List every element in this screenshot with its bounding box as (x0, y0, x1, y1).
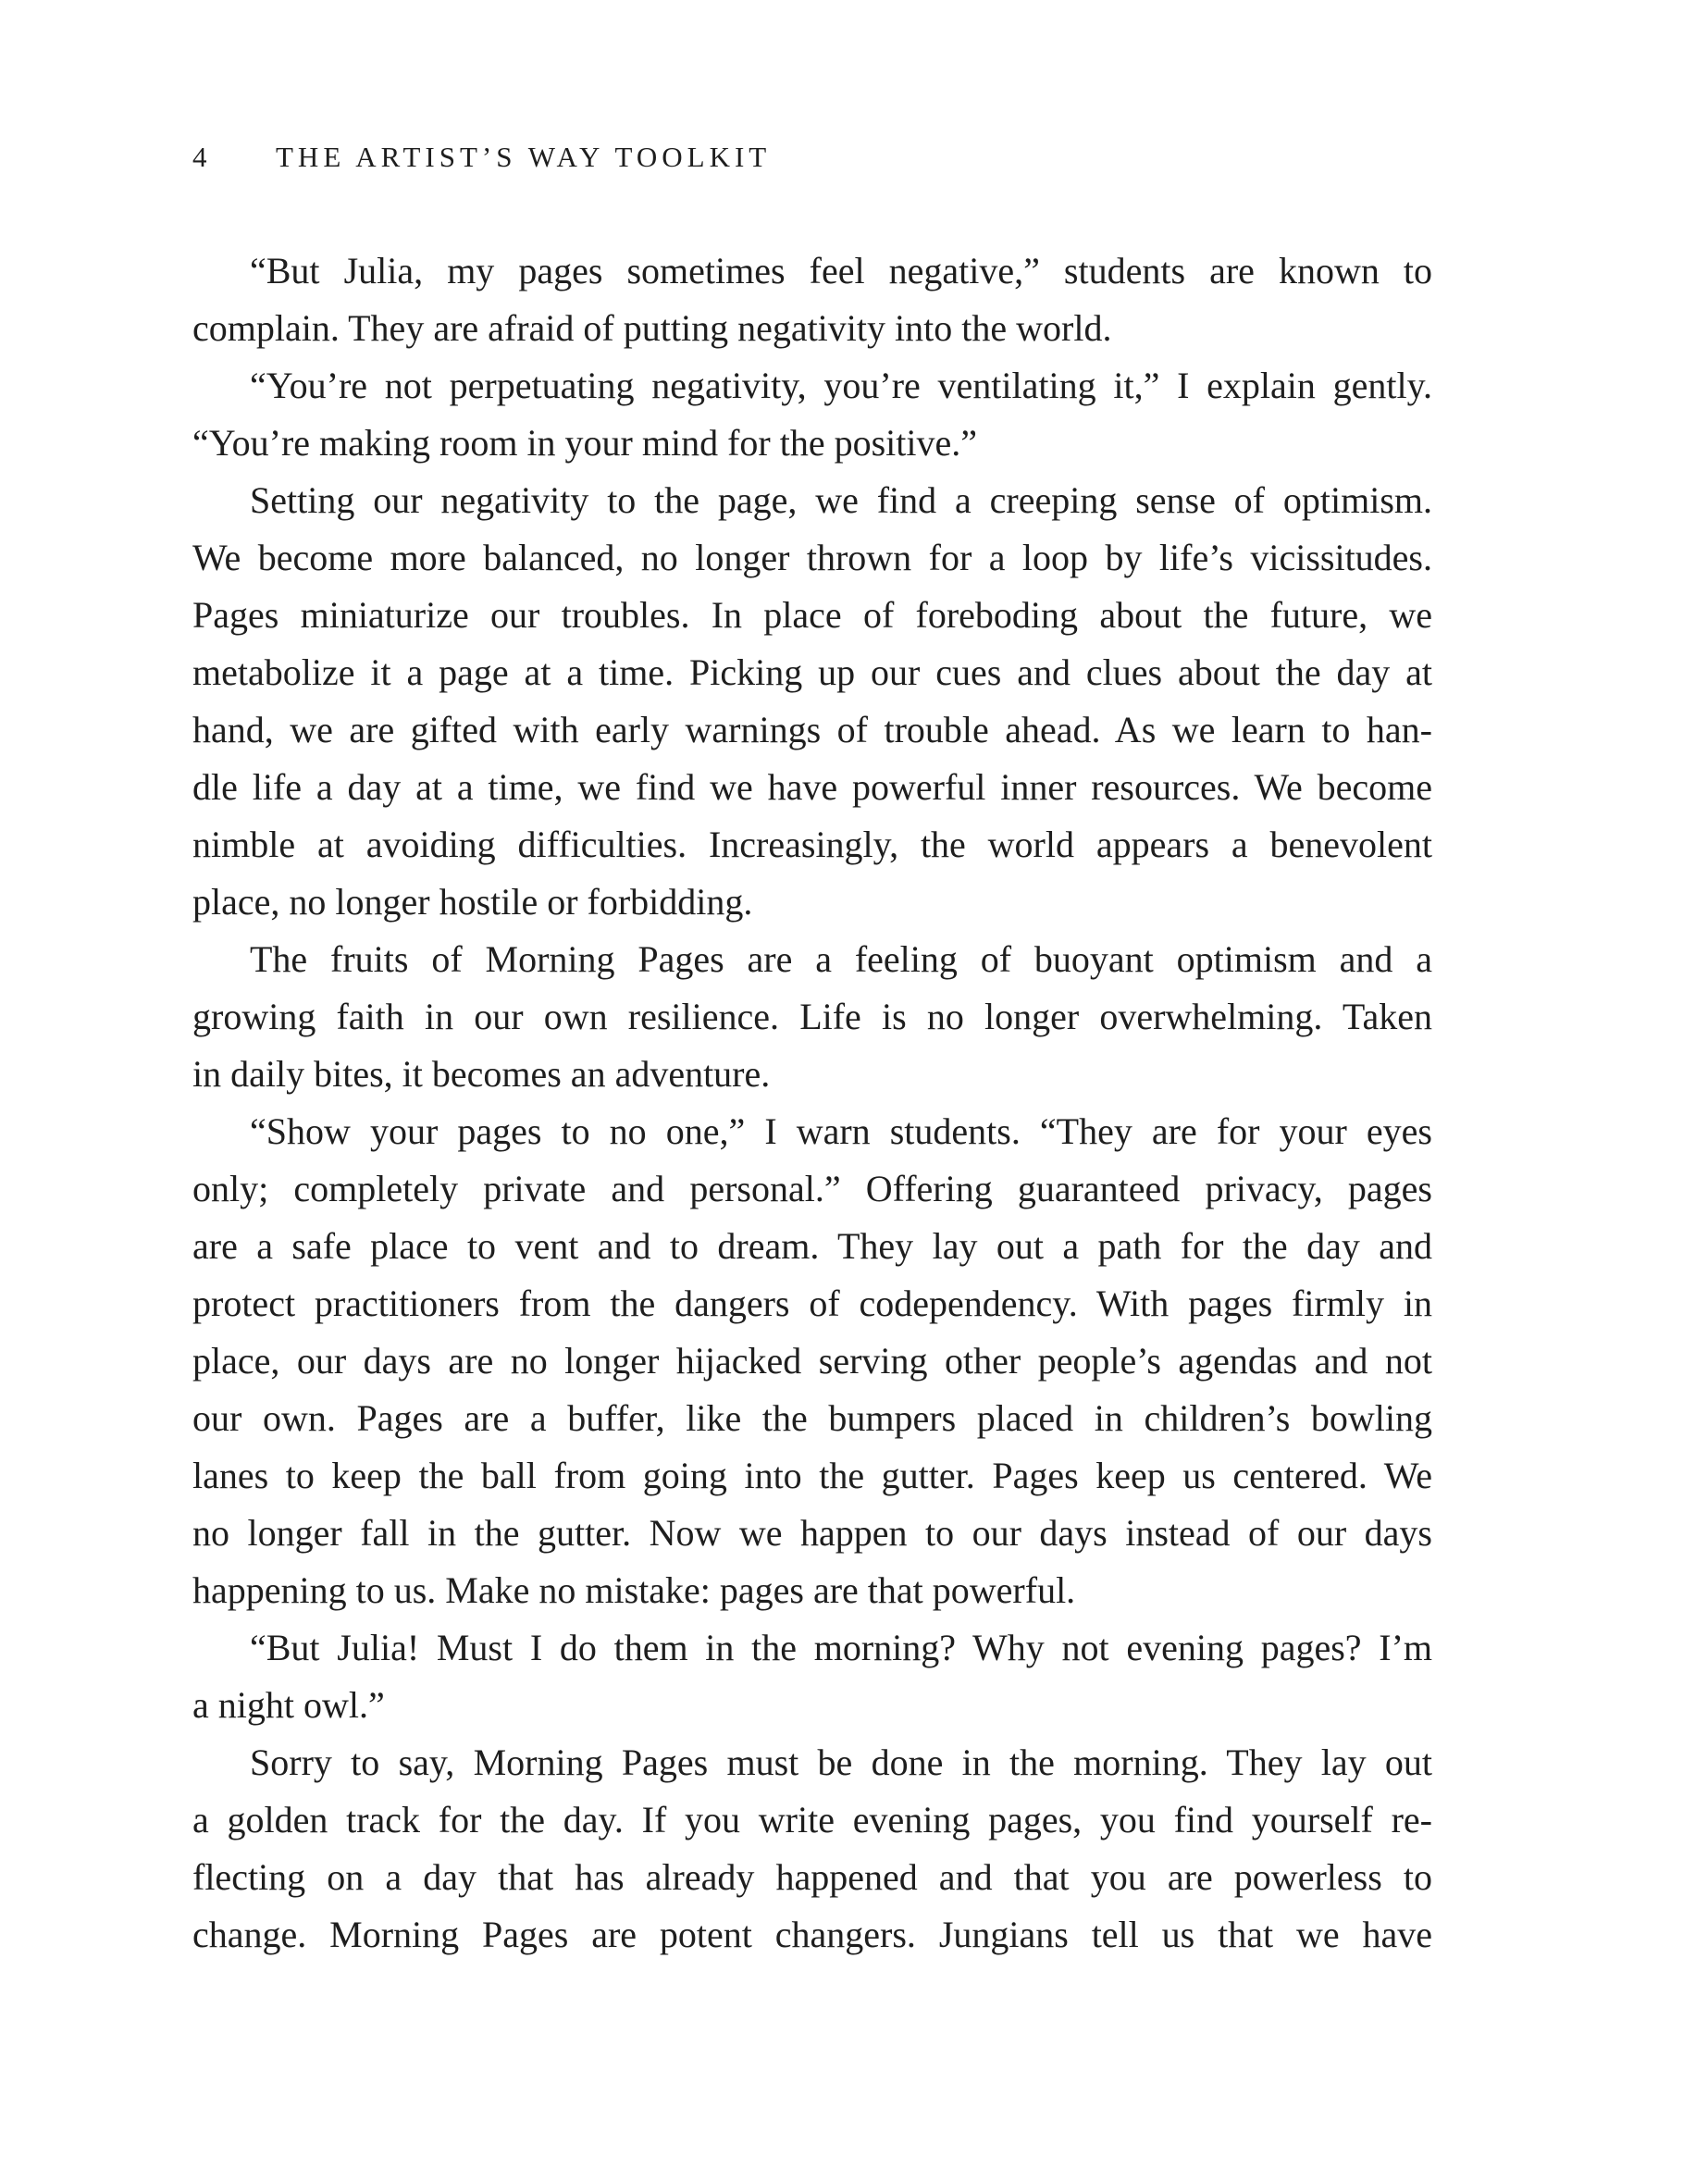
text-line: our own. Pages are a buffer, like the bumpers placed in children’s bowling (192, 1397, 1432, 1439)
text-line: protect practitioners from the dangers of codependency. With pages firmly in (192, 1283, 1432, 1324)
text-line: metabolize it a page at a time. Picking up our cues and clues about the day at (192, 651, 1432, 693)
running-header (192, 139, 771, 176)
text-line: The fruits of Morning Pages are a feeling of buoyant optimism and a (250, 938, 1432, 980)
text-line: flecting on a day that has already happened and that you are powerless to (192, 1856, 1432, 1898)
text-line: “Show your pages to no one,” I warn students. “They are for your eyes (250, 1110, 1432, 1152)
text-line: dle life a day at a time, we find we have powerful inner resources. We become (192, 766, 1432, 808)
page-number: 4 (192, 141, 212, 173)
text-line: place, no longer hostile or forbidding. (192, 881, 753, 923)
text-line: only; completely private and personal.” Offering guaranteed privacy, pages (192, 1168, 1432, 1209)
text-line: Pages miniaturize our troubles. In place of foreboding about the future, we (192, 594, 1432, 636)
text-line: lanes to keep the ball from going into the gutter. Pages keep us centered. We (192, 1455, 1432, 1496)
text-line: hand, we are gifted with early warnings of trouble ahead. As we learn to han- (192, 709, 1432, 750)
text-line: “But Julia, my pages sometimes feel negative,” students are known to (250, 250, 1432, 291)
text-line: a night owl.” (192, 1684, 385, 1726)
text-line: happening to us. Make no mistake: pages are that powerful. (192, 1569, 1076, 1611)
text-line: place, our days are no longer hijacked serving other people’s agendas and not (192, 1340, 1432, 1382)
text-line: Sorry to say, Morning Pages must be done in the morning. They lay out (250, 1741, 1432, 1783)
text-line: complain. They are afraid of putting negativity into the world. (192, 307, 1112, 349)
text-line: We become more balanced, no longer thrown for a loop by life’s vicissitudes. (192, 537, 1432, 578)
text-line: in daily bites, it becomes an adventure. (192, 1053, 771, 1095)
text-line: “But Julia! Must I do them in the morning? Why not evening pages? I’m (250, 1627, 1432, 1668)
text-line: nimble at avoiding difficulties. Increasingly, the world appears a benevolent (192, 824, 1432, 865)
text-line: are a safe place to vent and to dream. They lay out a path for the day and (192, 1225, 1432, 1267)
text-line: change. Morning Pages are potent changers. Jungians tell us that we have (192, 1914, 1432, 1955)
book-title: THE ARTIST’S WAY TOOLKIT (276, 141, 772, 173)
text-line: “You’re not perpetuating negativity, you’re ventilating it,” I explain gently. (250, 365, 1432, 406)
text-line: a golden track for the day. If you write evening pages, you find yourself re- (192, 1799, 1432, 1841)
text-line: Setting our negativity to the page, we find a creeping sense of optimism. (250, 479, 1432, 521)
body-text (192, 242, 1432, 1964)
text-line: growing faith in our own resilience. Life is no longer overwhelming. Taken (192, 996, 1432, 1037)
text-line: “You’re making room in your mind for the positive.” (192, 422, 978, 464)
text-line: no longer fall in the gutter. Now we happen to our days instead of our days (192, 1512, 1432, 1554)
